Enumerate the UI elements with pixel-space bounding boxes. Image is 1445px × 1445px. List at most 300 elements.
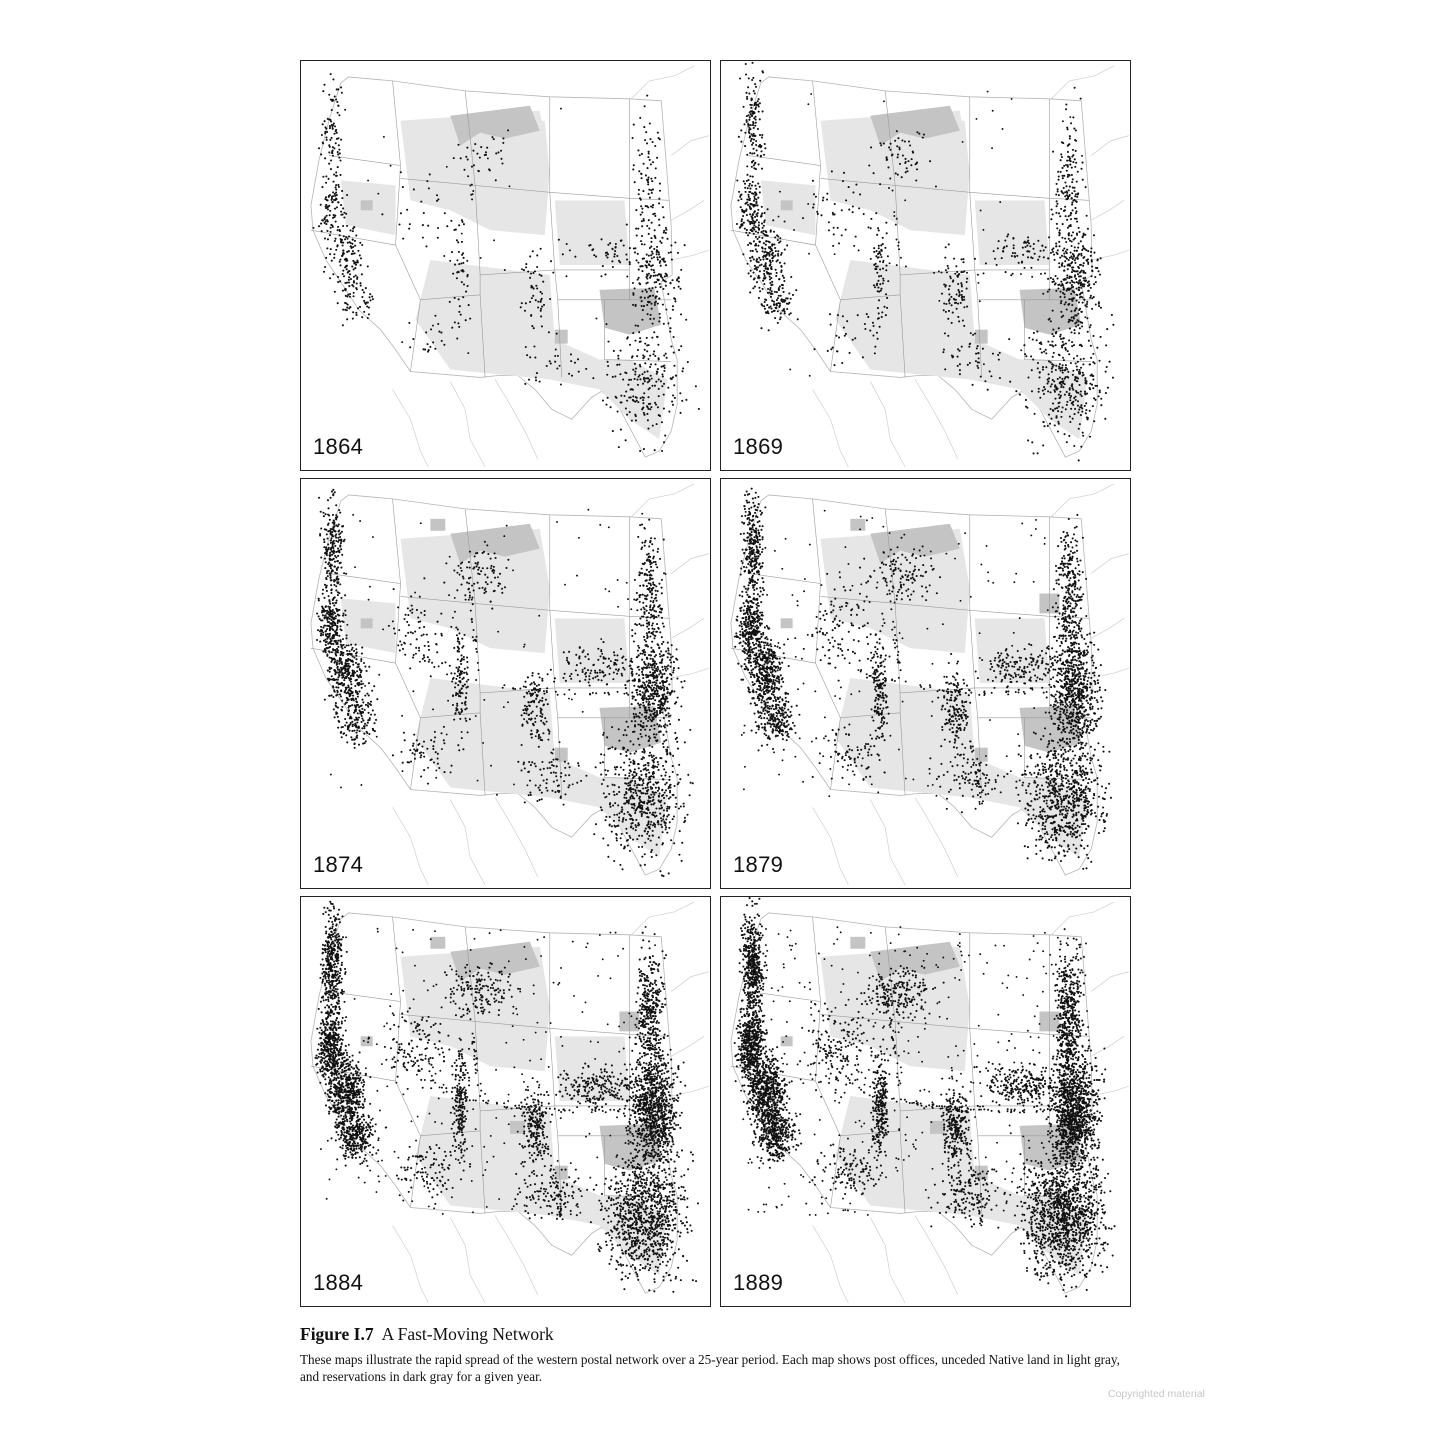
post-office-dot <box>351 243 353 245</box>
post-office-dot <box>915 163 917 165</box>
post-office-dot <box>1068 321 1070 323</box>
post-office-dot <box>1015 390 1017 392</box>
post-office-dot <box>1072 370 1074 372</box>
post-office-dot <box>756 149 758 151</box>
post-office-dot <box>757 183 759 185</box>
post-office-dot <box>645 787 647 789</box>
post-office-dot <box>622 769 624 771</box>
post-office-dot <box>1068 189 1070 191</box>
post-office-dot <box>1073 282 1075 284</box>
post-office-dot <box>1033 332 1035 334</box>
post-office-dot <box>647 786 649 788</box>
post-office-dot <box>1021 261 1023 263</box>
post-office-dot <box>1055 194 1057 196</box>
post-office-dot <box>639 864 641 866</box>
post-office-dot <box>339 280 341 282</box>
post-office-dot <box>355 264 357 266</box>
post-office-dot <box>751 138 753 140</box>
post-office-dot <box>338 186 340 188</box>
post-office-dot <box>324 567 326 569</box>
post-office-dot <box>659 704 661 706</box>
post-office-dot <box>904 162 906 164</box>
post-office-dot <box>437 323 439 325</box>
post-office-dot <box>676 279 678 281</box>
post-office-dot <box>337 640 339 642</box>
post-office-dot <box>608 793 610 795</box>
post-office-dot <box>609 747 611 749</box>
post-office-dot <box>469 184 471 186</box>
post-office-dot <box>648 219 650 221</box>
post-office-dot <box>325 546 327 548</box>
post-office-dot <box>669 790 671 792</box>
post-office-dot <box>352 647 354 649</box>
post-office-dot <box>636 838 638 840</box>
post-office-dot <box>655 792 657 794</box>
post-office-dot <box>753 258 755 260</box>
post-office-dot <box>330 533 332 535</box>
post-office-dot <box>353 712 355 714</box>
post-office-dot <box>625 372 627 374</box>
post-office-dot <box>658 673 660 675</box>
post-office-dot <box>341 531 343 533</box>
post-office-dot <box>344 724 346 726</box>
post-office-dot <box>643 257 645 259</box>
post-office-dot <box>978 362 980 364</box>
post-office-dot <box>755 236 757 238</box>
post-office-dot <box>338 157 340 159</box>
post-office-dot <box>654 449 656 451</box>
post-office-dot <box>521 302 523 304</box>
post-office-dot <box>666 808 668 810</box>
post-office-dot <box>953 258 955 260</box>
post-office-dot <box>1068 144 1070 146</box>
post-office-dot <box>658 224 660 226</box>
post-office-dot <box>1085 409 1087 411</box>
post-office-dot <box>367 722 369 724</box>
post-office-dot <box>737 199 739 201</box>
post-office-dot <box>1058 179 1060 181</box>
post-office-dot <box>648 301 650 303</box>
post-office-dot <box>344 282 346 284</box>
post-office-dot <box>786 308 788 310</box>
post-office-dot <box>360 721 362 723</box>
post-office-dot <box>367 301 369 303</box>
post-office-dot <box>1013 244 1015 246</box>
post-office-dot <box>756 281 758 283</box>
post-office-dot <box>336 599 338 601</box>
post-office-dot <box>898 241 900 243</box>
post-office-dot <box>830 324 832 326</box>
post-office-dot <box>329 277 331 279</box>
post-office-dot <box>669 317 671 319</box>
post-office-dot <box>330 168 332 170</box>
post-office-dot <box>322 634 324 636</box>
post-office-dot <box>1063 270 1065 272</box>
post-office-dot <box>1041 245 1043 247</box>
post-office-dot <box>879 183 881 185</box>
map-panel-1869 <box>720 60 1131 471</box>
post-office-dot <box>413 188 415 190</box>
post-office-dot <box>364 302 366 304</box>
post-office-dot <box>674 298 676 300</box>
post-office-dot <box>645 131 647 133</box>
post-office-dot <box>651 720 653 722</box>
post-office-dot <box>1054 283 1056 285</box>
post-office-dot <box>352 239 354 241</box>
post-office-dot <box>774 291 776 293</box>
post-office-dot <box>832 347 834 349</box>
post-office-dot <box>325 586 327 588</box>
post-office-dot <box>1100 307 1102 309</box>
post-office-dot <box>357 712 359 714</box>
post-office-dot <box>754 216 756 218</box>
post-office-dot <box>351 692 353 694</box>
post-office-dot <box>652 669 654 671</box>
post-office-dot <box>647 769 649 771</box>
post-office-dot <box>866 313 868 315</box>
post-office-dot <box>752 160 754 162</box>
post-office-dot <box>1036 339 1038 341</box>
post-office-dot <box>752 148 754 150</box>
post-office-dot <box>912 152 914 154</box>
post-office-dot <box>332 685 334 687</box>
post-office-dot <box>359 254 361 256</box>
post-office-dot <box>623 762 625 764</box>
post-office-dot <box>1049 391 1051 393</box>
post-office-dot <box>648 233 650 235</box>
post-office-dot <box>1047 425 1049 427</box>
map-svg <box>721 61 1130 470</box>
post-office-dot <box>1084 390 1086 392</box>
post-office-dot <box>366 693 368 695</box>
post-office-dot <box>654 708 656 710</box>
post-office-dot <box>1066 127 1068 129</box>
post-office-dot <box>332 679 334 681</box>
post-office-dot <box>320 619 322 621</box>
post-office-dot <box>764 301 766 303</box>
post-office-dot <box>645 735 647 737</box>
post-office-dot <box>1053 352 1055 354</box>
post-office-dot <box>457 241 459 243</box>
post-office-dot <box>640 397 642 399</box>
post-office-dot <box>1073 317 1075 319</box>
post-office-dot <box>883 260 885 262</box>
post-office-dot <box>653 687 655 689</box>
post-office-dot <box>357 261 359 263</box>
post-office-dot <box>339 546 341 548</box>
post-office-dot <box>1070 252 1072 254</box>
post-office-dot <box>755 248 757 250</box>
post-office-dot <box>1071 280 1073 282</box>
post-office-dot <box>437 227 439 229</box>
post-office-dot <box>875 263 877 265</box>
post-office-dot <box>337 112 339 114</box>
post-office-dot <box>595 766 597 768</box>
post-office-dot <box>647 764 649 766</box>
post-office-dot <box>641 408 643 410</box>
post-office-dot <box>346 671 348 673</box>
post-office-dot <box>360 285 362 287</box>
post-office-dot <box>353 650 355 652</box>
post-office-dot <box>1090 247 1092 249</box>
post-office-dot <box>684 244 686 246</box>
post-office-dot <box>758 111 760 113</box>
post-office-dot <box>684 817 686 819</box>
post-office-dot <box>665 232 667 234</box>
post-office-dot <box>350 687 352 689</box>
post-office-dot <box>647 179 649 181</box>
post-office-dot <box>349 293 351 295</box>
post-office-dot <box>646 350 648 352</box>
post-office-dot <box>358 727 360 729</box>
post-office-dot <box>622 819 624 821</box>
post-office-dot <box>463 283 465 285</box>
post-office-dot <box>343 275 345 277</box>
post-office-dot <box>653 269 655 271</box>
post-office-dot <box>845 333 847 335</box>
post-office-dot <box>759 290 761 292</box>
post-office-dot <box>673 669 675 671</box>
post-office-dot <box>366 305 368 307</box>
post-office-dot <box>757 245 759 247</box>
post-office-dot <box>609 824 611 826</box>
post-office-dot <box>1075 377 1077 379</box>
post-office-dot <box>1031 276 1033 278</box>
post-office-dot <box>540 248 542 250</box>
map-svg <box>301 479 710 888</box>
post-office-dot <box>889 177 891 179</box>
post-office-dot <box>357 250 359 252</box>
post-office-dot <box>638 170 640 172</box>
reservation-area <box>361 618 373 628</box>
post-office-dot <box>648 701 650 703</box>
post-office-dot <box>629 247 631 249</box>
post-office-dot <box>588 245 590 247</box>
post-office-dot <box>659 283 661 285</box>
post-office-dot <box>838 242 840 244</box>
post-office-dot <box>650 775 652 777</box>
post-office-dot <box>422 237 424 239</box>
post-office-dot <box>1073 239 1075 241</box>
post-office-dot <box>1079 272 1081 274</box>
post-office-dot <box>424 349 426 351</box>
post-office-dot <box>760 150 762 152</box>
post-office-dot <box>662 669 664 671</box>
post-office-dot <box>1072 116 1074 118</box>
post-office-dot <box>349 650 351 652</box>
post-office-dot <box>652 295 654 297</box>
post-office-dot <box>337 619 339 621</box>
post-office-dot <box>969 362 971 364</box>
post-office-dot <box>753 127 755 129</box>
post-office-dot <box>659 719 661 721</box>
post-office-dot <box>994 258 996 260</box>
post-office-dot <box>341 255 343 257</box>
post-office-dot <box>869 330 871 332</box>
post-office-dot <box>1053 335 1055 337</box>
post-office-dot <box>826 193 828 195</box>
post-office-dot <box>628 802 630 804</box>
post-office-dot <box>1022 254 1024 256</box>
post-office-dot <box>739 77 741 79</box>
post-office-dot <box>642 190 644 192</box>
post-office-dot <box>1067 268 1069 270</box>
post-office-dot <box>437 198 439 200</box>
post-office-dot <box>665 285 667 287</box>
post-office-dot <box>872 322 874 324</box>
post-office-dot <box>347 242 349 244</box>
post-office-dot <box>1090 275 1092 277</box>
post-office-dot <box>484 154 486 156</box>
post-office-dot <box>607 244 609 246</box>
post-office-dot <box>356 721 358 723</box>
post-office-dot <box>335 221 337 223</box>
post-office-dot <box>653 724 655 726</box>
post-office-dot <box>337 541 339 543</box>
post-office-dot <box>666 752 668 754</box>
post-office-dot <box>1010 274 1012 276</box>
post-office-dot <box>770 287 772 289</box>
post-office-dot <box>329 606 331 608</box>
post-office-dot <box>916 161 918 163</box>
post-office-dot <box>780 316 782 318</box>
post-office-dot <box>342 270 344 272</box>
post-office-dot <box>402 238 404 240</box>
post-office-dot <box>609 242 611 244</box>
post-office-dot <box>676 677 678 679</box>
post-office-dot <box>1012 238 1014 240</box>
post-office-dot <box>625 721 627 723</box>
post-office-dot <box>654 215 656 217</box>
post-office-dot <box>1039 348 1041 350</box>
post-office-dot <box>332 191 334 193</box>
post-office-dot <box>653 713 655 715</box>
post-office-dot <box>1079 279 1081 281</box>
post-office-dot <box>663 708 665 710</box>
post-office-dot <box>1100 404 1102 406</box>
post-office-dot <box>761 168 763 170</box>
post-office-dot <box>677 774 679 776</box>
post-office-dot <box>1074 166 1076 168</box>
post-office-dot <box>626 400 628 402</box>
post-office-dot <box>1037 452 1039 454</box>
post-office-dot <box>751 98 753 100</box>
post-office-dot <box>330 618 332 620</box>
post-office-dot <box>673 365 675 367</box>
post-office-dot <box>332 78 334 80</box>
post-office-dot <box>969 343 971 345</box>
post-office-dot <box>463 169 465 171</box>
post-office-dot <box>655 297 657 299</box>
post-office-dot <box>634 753 636 755</box>
post-office-dot <box>632 332 634 334</box>
post-office-dot <box>532 272 534 274</box>
post-office-dot <box>998 240 1000 242</box>
post-office-dot <box>751 144 753 146</box>
post-office-dot <box>369 296 371 298</box>
post-office-dot <box>632 788 634 790</box>
post-office-dot <box>635 713 637 715</box>
post-office-dot <box>841 234 843 236</box>
post-office-dot <box>641 684 643 686</box>
post-office-dot <box>629 814 631 816</box>
post-office-dot <box>1056 407 1058 409</box>
post-office-dot <box>1060 300 1062 302</box>
post-office-dot <box>916 168 918 170</box>
post-office-dot <box>1070 362 1072 364</box>
post-office-dot <box>750 275 752 277</box>
post-office-dot <box>1040 273 1042 275</box>
post-office-dot <box>344 594 346 596</box>
post-office-dot <box>754 185 756 187</box>
post-office-dot <box>355 732 357 734</box>
post-office-dot <box>642 722 644 724</box>
post-office-dot <box>557 355 559 357</box>
post-office-dot <box>678 667 680 669</box>
post-office-dot <box>1041 352 1043 354</box>
post-office-dot <box>983 363 985 365</box>
post-office-dot <box>1082 363 1084 365</box>
post-office-dot <box>408 322 410 324</box>
post-office-dot <box>750 221 752 223</box>
post-office-dot <box>960 282 962 284</box>
post-office-dot <box>1062 292 1064 294</box>
post-office-dot <box>651 856 653 858</box>
post-office-dot <box>336 560 338 562</box>
post-office-dot <box>337 105 339 107</box>
post-office-dot <box>654 812 656 814</box>
post-office-dot <box>618 260 620 262</box>
post-office-dot <box>328 144 330 146</box>
post-office-dot <box>1071 284 1073 286</box>
post-office-dot <box>1075 396 1077 398</box>
post-office-dot <box>648 189 650 191</box>
post-office-dot <box>329 552 331 554</box>
post-office-dot <box>351 704 353 706</box>
post-office-dot <box>1058 394 1060 396</box>
post-office-dot <box>344 646 346 648</box>
post-office-dot <box>637 279 639 281</box>
post-office-dot <box>654 402 656 404</box>
post-office-dot <box>1085 402 1087 404</box>
post-office-dot <box>630 770 632 772</box>
post-office-dot <box>1072 200 1074 202</box>
post-office-dot <box>1032 358 1034 360</box>
post-office-dot <box>650 237 652 239</box>
post-office-dot <box>349 273 351 275</box>
post-office-dot <box>632 395 634 397</box>
post-office-dot <box>1047 381 1049 383</box>
post-office-dot <box>646 291 648 293</box>
post-office-dot <box>745 191 747 193</box>
post-office-dot <box>374 714 376 716</box>
post-office-dot <box>358 706 360 708</box>
post-office-dot <box>654 385 656 387</box>
post-office-dot <box>661 677 663 679</box>
post-office-dot <box>344 718 346 720</box>
post-office-dot <box>650 406 652 408</box>
post-office-dot <box>1080 390 1082 392</box>
post-office-dot <box>352 725 354 727</box>
post-office-dot <box>327 537 329 539</box>
post-office-dot <box>364 725 366 727</box>
post-office-dot <box>1112 377 1114 379</box>
post-office-dot <box>348 279 350 281</box>
post-office-dot <box>631 673 633 675</box>
post-office-dot <box>763 265 765 267</box>
post-office-dot <box>641 305 643 307</box>
post-office-dot <box>956 271 958 273</box>
